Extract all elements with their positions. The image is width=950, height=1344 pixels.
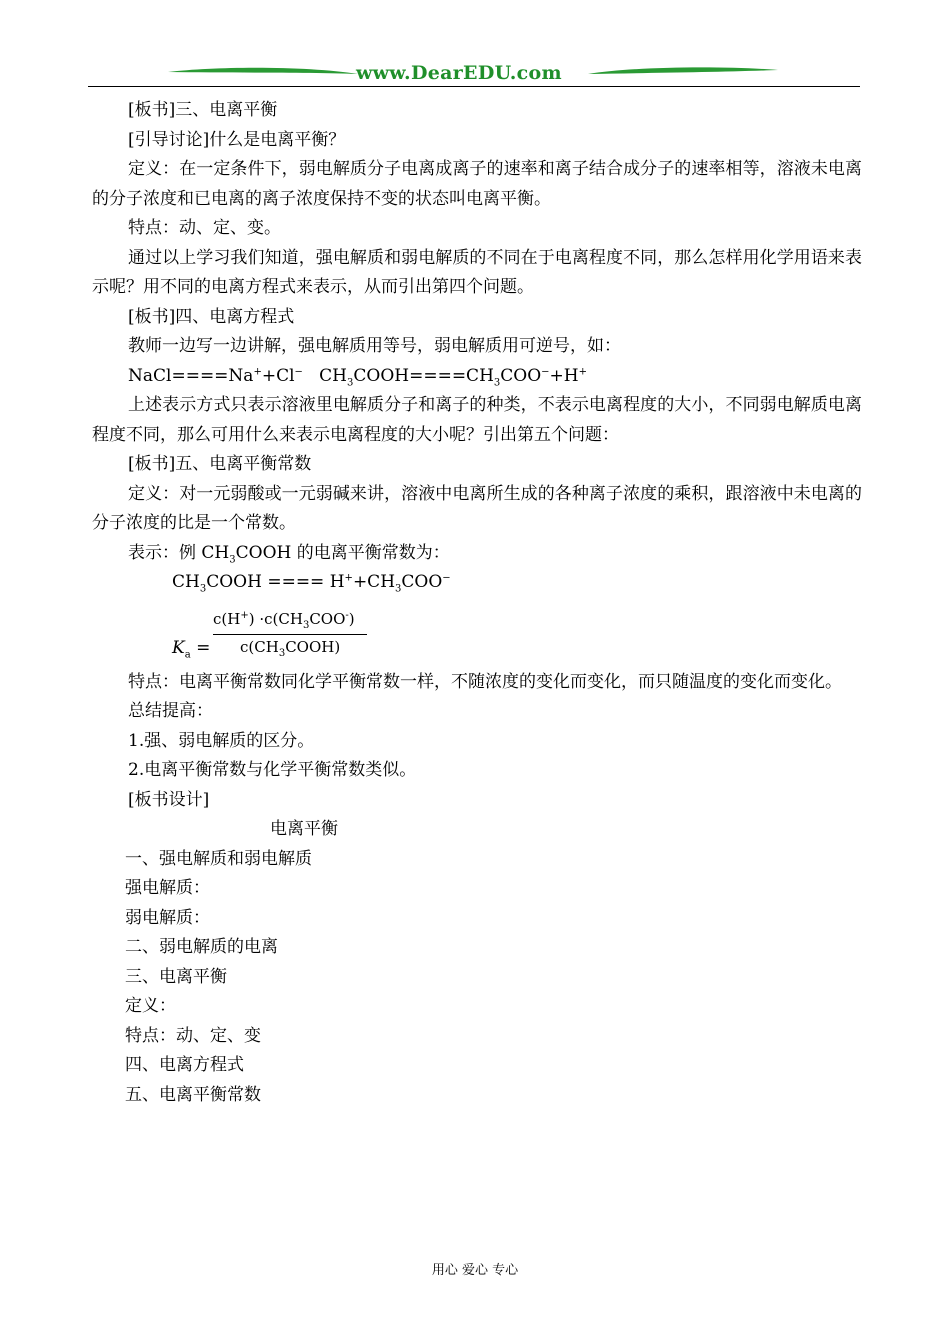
fraction-bar xyxy=(213,634,367,635)
board-item: 四、电离方程式 xyxy=(125,1055,244,1075)
transition-paragraph: 通过以上学习我们知道，强电解质和弱电解质的不同在于电离程度不同，那么怎样用化学用语来表示呢？用不同的电离方程式来表示，从而引出第四个问题。 xyxy=(92,247,862,297)
board-item: 二、弱电解质的电离 xyxy=(125,937,278,957)
board-item: 五、电离平衡常数 xyxy=(125,1084,261,1105)
features-line: 特点：动、定、变。 xyxy=(128,218,281,238)
teacher-note: 教师一边写一边讲解，强电解质用等号，弱电解质用可逆号，如： xyxy=(128,336,621,356)
ka-denominator: $c(CH_3COOH)$ xyxy=(240,637,341,659)
expression-intro: 表示：例 $CH_3COOH$ 的电离平衡常数为： xyxy=(128,542,450,565)
board-item: 定义： xyxy=(125,996,176,1016)
summary-point-1: 1.强、弱电解质的区分。 xyxy=(128,730,315,751)
site-logo: www.DearEDU.com xyxy=(356,62,562,84)
board-heading-constant: [板书]五、电离平衡常数 xyxy=(128,454,312,474)
definition-paragraph: 定义：在一定条件下，弱电解质分子电离成离子的速率和离子结合成分子的速率相等，溶液未电离的分子浓度和已电离的离子浓度保持不变的状态叫电离平衡。 xyxy=(92,159,862,209)
header-rule xyxy=(88,86,860,87)
board-item: 强电解质： xyxy=(125,878,210,898)
summary-point-2: 2.电离平衡常数与化学平衡常数类似。 xyxy=(128,760,417,780)
ka-symbol: $K_a$ = xyxy=(172,637,211,660)
board-item: 三、电离平衡 xyxy=(125,966,227,987)
constant-definition: 定义：对一元弱酸或一元弱碱来讲，溶液中电离所生成的各种离子浓度的乘积，跟溶液中未电离的分子浓度的比是一个常数。 xyxy=(92,483,862,533)
board-design-title: 电离平衡 xyxy=(270,819,338,839)
board-heading-equation: [板书]四、电离方程式 xyxy=(128,306,295,327)
acetic-acid-equation: $CH_3COOH$ ==== $H^++CH_3COO^-$ xyxy=(172,572,451,595)
board-heading-equilibrium: [板书]三、电离平衡 xyxy=(128,100,278,120)
page-header xyxy=(88,58,860,92)
right-swoosh-graphic xyxy=(588,64,778,80)
summary-heading: 总结提高： xyxy=(128,701,213,721)
discussion-prompt: [引导讨论]什么是电离平衡？ xyxy=(128,129,346,150)
board-item: 弱电解质： xyxy=(125,907,210,928)
board-item: 一、强电解质和弱电解质 xyxy=(125,848,312,869)
page-footer: 用心 爱心 专心 xyxy=(431,1263,519,1278)
constant-features: 特点：电离平衡常数同化学平衡常数一样，不随浓度的变化而变化，而只随温度的变化而变化。 xyxy=(128,671,842,692)
representation-paragraph: 上述表示方式只表示溶液里电解质分子和离子的种类，不表示电离程度的大小，不同弱电解质电离程度不同，那么可用什么来表示电离程度的大小呢？引出第五个问题： xyxy=(92,395,862,445)
ionization-equations: NaCl====Na++Cl− $CH_3COOH====CH_3COO^-+H^+$ xyxy=(128,365,588,388)
left-swoosh-graphic xyxy=(168,64,358,80)
document-body xyxy=(92,96,862,1110)
ka-formula xyxy=(92,600,862,662)
board-item: 特点：动、定、变 xyxy=(125,1025,261,1046)
ka-numerator: $c(H^+) \cdot c(CH_3COO^-)$ xyxy=(213,609,355,631)
board-design-heading: [板书设计] xyxy=(128,789,210,810)
